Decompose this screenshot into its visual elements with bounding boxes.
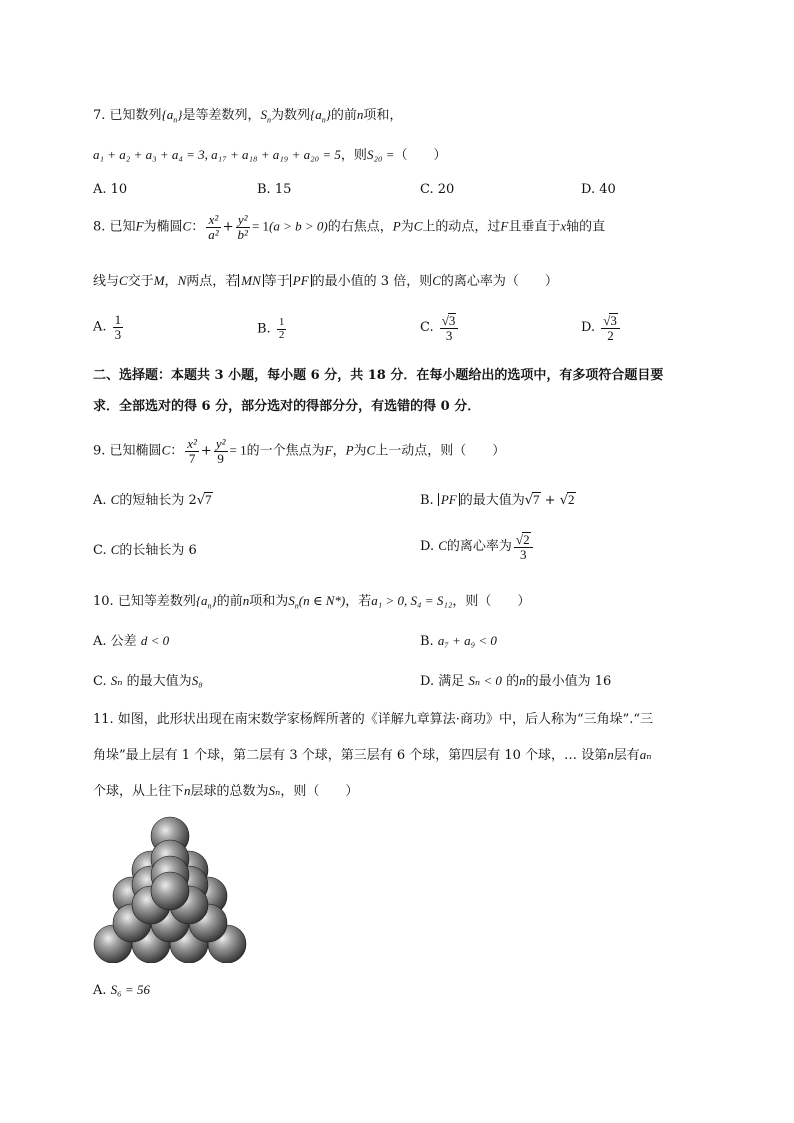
- q10-option-a[interactable]: A. 公差 d < 0: [93, 633, 170, 649]
- q10-option-b[interactable]: B. a₇ + a₉ < 0: [420, 633, 497, 649]
- q10-option-c[interactable]: C. Sₙ 的最大值为S₈: [93, 673, 203, 689]
- q8-option-a[interactable]: A. $\frac{1}{3}$: [93, 312, 122, 342]
- q8-fraction-x: $\frac{\text{x²}}{\text{a²}}$: [208, 212, 219, 242]
- q9-option-d[interactable]: D. C的离心率为 $\frac{√2}{3}$: [420, 532, 535, 561]
- q10-option-d[interactable]: D. 满足 Sₙ < 0 的n的最小值为 16: [420, 673, 612, 689]
- q11-stem-line1: 11. 如图，此形状出现在南宋数学家杨辉所著的《详解九章算法·商功》中，后人称为“三角垛”.“三: [93, 712, 654, 727]
- q7-option-d[interactable]: D. 40: [581, 182, 616, 197]
- q11-stem-line2: 角垛”最上层有 1 个球，第二层有 3 个球，第三层有 6 个球，第四层有 10 个球，… 设第n层有aₙ: [93, 747, 652, 763]
- q7-stem: 7. 已知数列$\{a_n\}$是等差数列，$S_n$为数列$\{a_n\}$的前n项和，: [93, 107, 403, 125]
- section2-heading-line2: 求．全部选对的得 6 分，部分选对的得部分分，有选错的得 0 分．: [93, 399, 481, 414]
- ball: [151, 872, 189, 910]
- q9-option-c[interactable]: C. C的长轴长为 6: [93, 542, 197, 558]
- q9-option-b[interactable]: B. PF 的最大值为√7 + √2: [420, 492, 575, 508]
- triangular-ball-pyramid-figure: [92, 813, 260, 963]
- q8-fraction-y: $\frac{\text{y²}}{\text{b²}}$: [237, 212, 248, 242]
- q7-option-c[interactable]: C. 20: [420, 182, 455, 197]
- q8-stem-line1: 8. 已知F为椭圆C： $\frac{\text{x²}}{\text{a²}}$ + $\frac{\text{y²}}{\text{b²}}$ = 1(a > b > 0)的右焦点，P为C上的动点，过F且垂直于x轴的直: [93, 212, 606, 242]
- q9-option-a[interactable]: A. C的短轴长为 2√7: [93, 492, 212, 508]
- ball-group: [94, 817, 246, 963]
- q11-option-a[interactable]: A. S₆ = 56: [93, 982, 150, 998]
- q8-option-b[interactable]: B. $\frac{1}{2}$: [257, 316, 285, 341]
- q8-option-d[interactable]: D. $\frac{√3}{2}$: [581, 313, 622, 342]
- q7-condition: a₁ + a₂ + a₃ + a₄ = 3, a₁₇ + a₁₈ + a₁₉ + a₂₀ = 5，则S₂₀ =（ ）: [93, 147, 447, 163]
- section2-heading-line1: 二、选择题：本题共 3 小题，每小题 6 分，共 18 分．在每小题给出的选项中，有多项符合题目要: [93, 368, 664, 383]
- q11-stem-line3: 个球，从上往下n层球的总数为Sₙ，则（ ）: [93, 783, 359, 799]
- q7-option-a[interactable]: A. 10: [93, 182, 128, 197]
- q8-stem-line2: 线与C交于M，N两点，若 MN 等于 PF 的最小值的 3 倍，则C的离心率为（ ）: [93, 273, 558, 289]
- q9-stem: 9. 已知椭圆C： $\frac{\text{x²}}{7}$ + $\frac{\text{y²}}{9}$ = 1的一个焦点为F，P为C上一动点，则（ ）: [93, 436, 506, 466]
- q8-option-c[interactable]: C. $\frac{√3}{3}$: [420, 313, 460, 342]
- q7-option-b[interactable]: B. 15: [257, 182, 292, 197]
- q10-stem: 10. 已知等差数列$\{a_n\}$的前n项和为$S_n(n$ ∈ N*)，若a₁ > 0, S₄ = S₁₂，则（ ）: [93, 593, 531, 611]
